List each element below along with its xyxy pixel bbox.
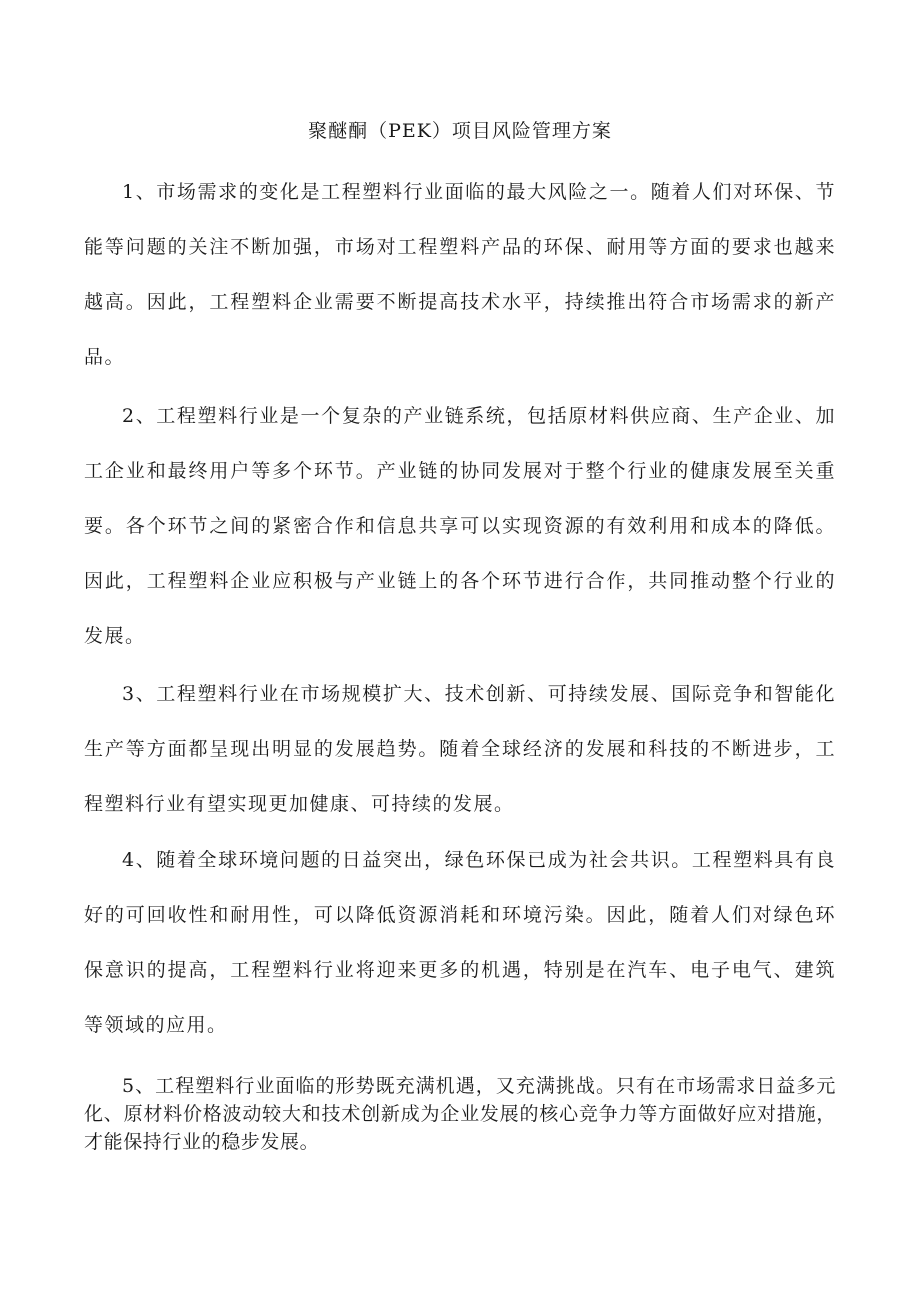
paragraph-1: 1、市场需求的变化是工程塑料行业面临的最大风险之一。随着人们对环保、节能等问题的关注不断加强，市场对工程塑料产品的环保、耐用等方面的要求也越来越高。因此，工程塑料企业需要不断提高技术水平，持续推出符合市场需求的新产品。	[84, 181, 836, 368]
paragraph-2: 2、工程塑料行业是一个复杂的产业链系统，包括原材料供应商、生产企业、加工企业和最终用户等多个环节。产业链的协同发展对于整个行业的健康发展至关重要。各个环节之间的紧密合作和信息共享可以实现资源的有效利用和成本的降低。因此，工程塑料企业应积极与产业链上的各个环节进行合作，共同推动整个行业的发展。	[84, 405, 836, 647]
document-title: 聚醚酮（PEK）项目风险管理方案	[308, 120, 612, 142]
paragraph-3: 3、工程塑料行业在市场规模扩大、技术创新、可持续发展、国际竞争和智能化生产等方面都呈现出明显的发展趋势。随着全球经济的发展和科技的不断进步，工程塑料行业有望实现更加健康、可持续的发展。	[84, 683, 836, 815]
paragraph-4: 4、随着全球环境问题的日益突出，绿色环保已成为社会共识。工程塑料具有良好的可回收性和耐用性，可以降低资源消耗和环境污染。因此，随着人们对绿色环保意识的提高，工程塑料行业将迎来更多的机遇，特别是在汽车、电子电气、建筑等领域的应用。	[84, 849, 836, 1036]
paragraph-5: 5、工程塑料行业面临的形势既充满机遇，又充满挑战。只有在市场需求日益多元化、原材料价格波动较大和技术创新成为企业发展的核心竞争力等方面做好应对措施，才能保持行业的稳步发展。	[84, 1075, 836, 1153]
